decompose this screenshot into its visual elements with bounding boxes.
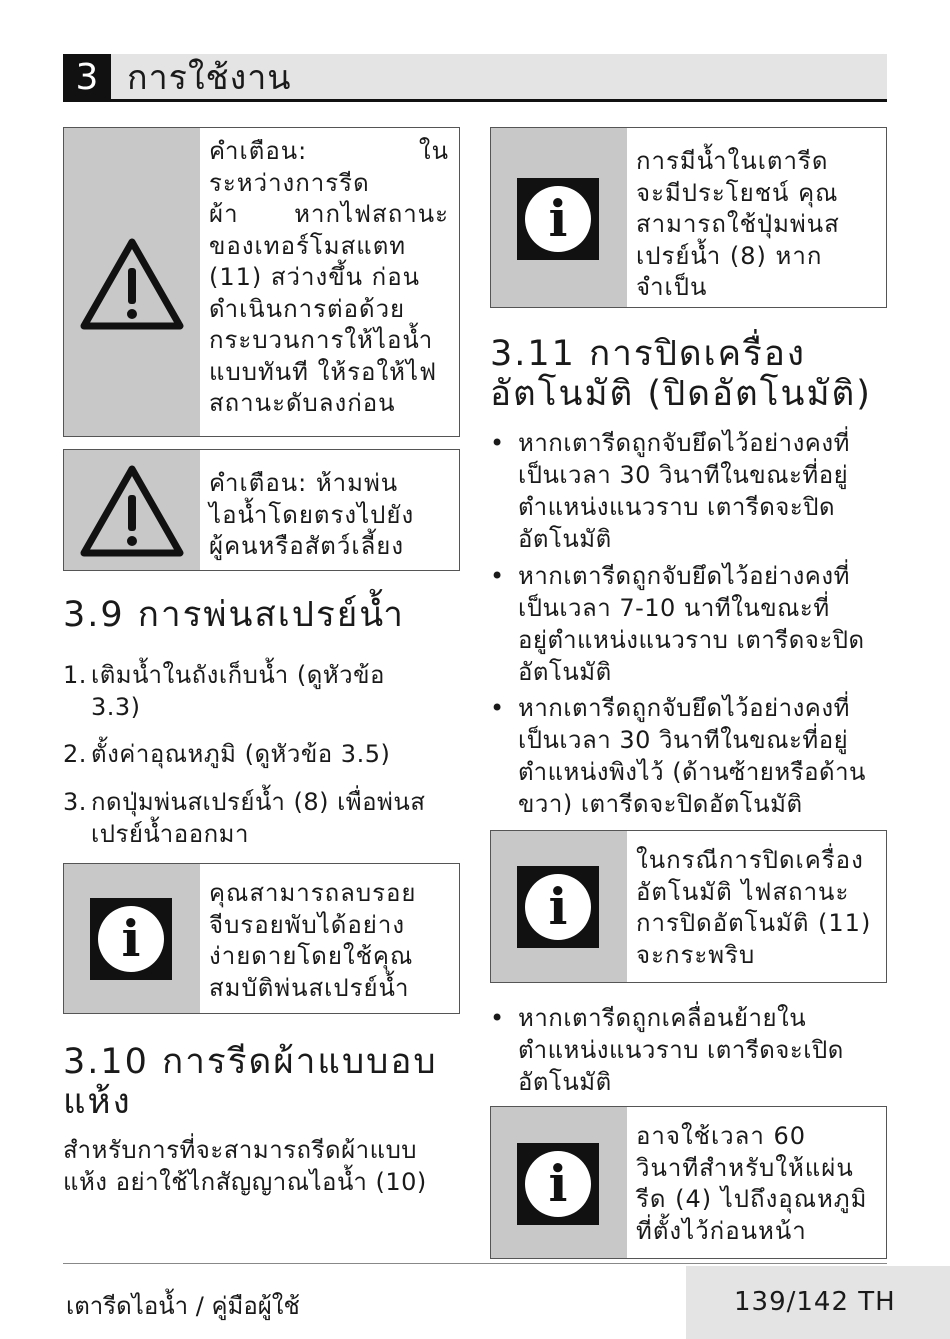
info-icon: i <box>517 1143 599 1225</box>
warning-text <box>209 468 449 563</box>
section-heading-3-9: 3.9 การพ่นสเปรย์น้ำ <box>63 595 405 635</box>
heading-line: 3.11 การปิดเครื่อง <box>490 334 806 374</box>
info-box-heat-time <box>490 1106 887 1259</box>
text-line: กดปุ่มพ่นสเปรย์น้ำ (8) เพื่อพ่นส <box>91 788 426 816</box>
step-number: 3. <box>63 788 87 816</box>
text-line: (11) สว่างขึ้น ก่อน <box>209 263 421 291</box>
bullet-dot: • <box>490 1004 505 1032</box>
text-line: ขวา) เตารีดจะปิดอัตโนมัติ <box>518 790 803 818</box>
text-line: คุณสามารถลบรอย <box>209 879 417 907</box>
chapter-header <box>63 54 887 102</box>
info-icon-cell <box>491 128 627 307</box>
step-text <box>91 659 460 723</box>
bullet-item <box>490 1002 890 1098</box>
text-line: ตำแหน่งแนวราบ เตารีดจะปิด <box>518 493 836 521</box>
text-line: เป็นเวลา 7-10 นาทีในขณะที่ <box>518 594 830 622</box>
text-line: จีบรอยพับได้อย่าง <box>209 910 406 939</box>
text-line: เปรย์น้ำ (8) หาก <box>636 241 823 270</box>
text-line: จะกระพริบ <box>636 940 756 969</box>
text-line: ผ้า หากไฟสถานะ <box>209 200 449 228</box>
footer-divider <box>63 1263 887 1264</box>
text-line: ดำเนินการต่อด้วย <box>209 294 406 323</box>
text-line: ตำแหน่งแนวราบ เตารีดจะเปิด <box>518 1036 844 1064</box>
text-line: จะมีประโยชน์ คุณ <box>636 178 839 207</box>
info-box-spray-tip <box>63 863 460 1014</box>
text-line: อัตโนมัติ <box>518 1068 612 1096</box>
heading-line: แห้ง <box>63 1082 132 1122</box>
bullet-dot: • <box>490 562 505 590</box>
text-line: สำหรับการที่จะสามารถรีดผ้าแบบ <box>63 1136 418 1164</box>
paragraph-dry-ironing <box>63 1134 463 1198</box>
text-line: ที่ตั้งไว้ก่อนหน้า <box>636 1216 807 1245</box>
text-line: อัตโนมัติ ไฟสถานะ <box>636 877 850 906</box>
text-line: สมบัติพ่นสเปรย์น้ำ <box>209 973 410 1002</box>
warning-icon-cell <box>64 128 200 436</box>
text-line: 3.3) <box>91 693 141 721</box>
step-text <box>91 786 460 850</box>
text-line: สามารถใช้ปุ่มพ่นส <box>636 210 840 238</box>
heading-line: 3.10 การรีดผ้าแบบอบ <box>63 1042 438 1082</box>
text-line: ผู้คนหรือสัตว์เลี้ยง <box>209 532 405 560</box>
step-text <box>91 738 460 770</box>
info-icon-cell <box>491 831 627 982</box>
text-line: กระบวนการให้ไอน้ำ <box>209 326 434 354</box>
chapter-title: การใช้งาน <box>127 58 292 98</box>
text-line: หากเตารีดถูกเคลื่อนย้ายใน <box>518 1004 807 1032</box>
text-line: แบบทันที ให้รอให้ไฟ <box>209 357 438 386</box>
text-line: หากเตารีดถูกจับยึดไว้อย่างคงที่ <box>518 562 850 590</box>
text-line: อยู่ตำแหน่งแนวราบ เตารีดจะปิด <box>518 626 865 654</box>
section-heading-3-11 <box>490 334 890 414</box>
step-number: 1. <box>63 661 87 689</box>
step-item <box>63 659 460 723</box>
text-line: หากเตารีดถูกจับยึดไว้อย่างคงที่ <box>518 429 850 457</box>
text-line: ในกรณีการปิดเครื่อง <box>636 846 864 874</box>
step-item <box>63 738 460 770</box>
info-icon: i <box>517 866 599 948</box>
info-icon: i <box>517 178 599 260</box>
bullet-text <box>518 427 890 555</box>
text-line: รีด (4) ไปถึงอุณหภูมิ <box>636 1185 868 1213</box>
section-heading-3-10 <box>63 1042 463 1122</box>
text-line: ระหว่างการรีด <box>209 168 370 197</box>
warning-icon-cell <box>64 450 200 570</box>
text-line: การมีน้ำในเตารีด <box>636 147 829 175</box>
bullet-text <box>518 692 890 820</box>
text-line: สถานะดับลงก่อน <box>209 389 396 417</box>
info-text <box>636 1121 876 1247</box>
info-text <box>636 146 876 304</box>
warning-triangle-icon <box>80 238 184 330</box>
text-line: หากเตารีดถูกจับยึดไว้อย่างคงที่ <box>518 694 850 722</box>
warning-box-steam <box>63 449 460 571</box>
info-box-auto-off-light <box>490 830 887 983</box>
text-line: คำเตือน: ห้ามพ่น <box>209 469 399 497</box>
bullet-item <box>490 692 890 820</box>
page-number: 139/142 TH <box>734 1287 896 1317</box>
warning-box-thermostat <box>63 127 460 437</box>
text-line: ไอน้ำโดยตรงไปยัง <box>209 500 415 529</box>
text-line: ตั้งค่าอุณหภูมิ (ดูหัวข้อ 3.5) <box>91 740 391 768</box>
text-line: ง่ายดายโดยใช้คุณ <box>209 942 414 970</box>
text-line: เติมน้ำในถังเก็บน้ำ (ดูหัวข้อ <box>91 661 385 689</box>
chapter-number: 3 <box>63 54 111 102</box>
warning-triangle-icon <box>80 465 184 557</box>
info-text <box>636 845 876 971</box>
bullet-item <box>490 560 890 688</box>
text-line: ของเทอร์โมสแตท <box>209 231 407 260</box>
text-line: จำเป็น <box>636 273 708 301</box>
text-line: การปิดอัตโนมัติ (11) <box>636 909 872 937</box>
bullet-text <box>518 1002 890 1098</box>
bullet-dot: • <box>490 694 505 722</box>
info-text <box>209 878 449 1004</box>
text-line: อาจใช้เวลา 60 <box>636 1122 806 1150</box>
bullet-item <box>490 427 890 555</box>
footer-manual-title: เตารีดไอน้ำ / คู่มือผู้ใช้ <box>66 1292 300 1320</box>
text-line: วินาทีสำหรับให้แผ่น <box>636 1153 854 1182</box>
text-line: เป็นเวลา 30 วินาทีในขณะที่อยู่ <box>518 461 849 489</box>
footer-page-box <box>686 1266 950 1339</box>
text-line: อัตโนมัติ <box>518 525 612 553</box>
info-icon-cell <box>491 1107 627 1258</box>
info-box-water-useful <box>490 127 887 308</box>
bullet-text <box>518 560 890 688</box>
text-line: แห้ง อย่าใช้ไกสัญญาณไอน้ำ (10) <box>63 1168 427 1196</box>
info-icon: i <box>90 898 172 980</box>
text-line: อัตโนมัติ <box>518 658 612 686</box>
heading-line: อัตโนมัติ (ปิดอัตโนมัติ) <box>490 374 872 414</box>
text-line: ตำแหน่งพิงไว้ (ด้านซ้ายหรือด้าน <box>518 758 866 786</box>
info-icon-cell <box>64 864 200 1013</box>
bullet-dot: • <box>490 429 505 457</box>
text-line: คำเตือน: ใน <box>209 137 449 165</box>
text-line: เป็นเวลา 30 วินาทีในขณะที่อยู่ <box>518 726 849 754</box>
step-number: 2. <box>63 740 87 768</box>
step-item <box>63 786 460 850</box>
text-line: เปรย์น้ำออกมา <box>91 820 249 848</box>
warning-text <box>209 136 449 420</box>
